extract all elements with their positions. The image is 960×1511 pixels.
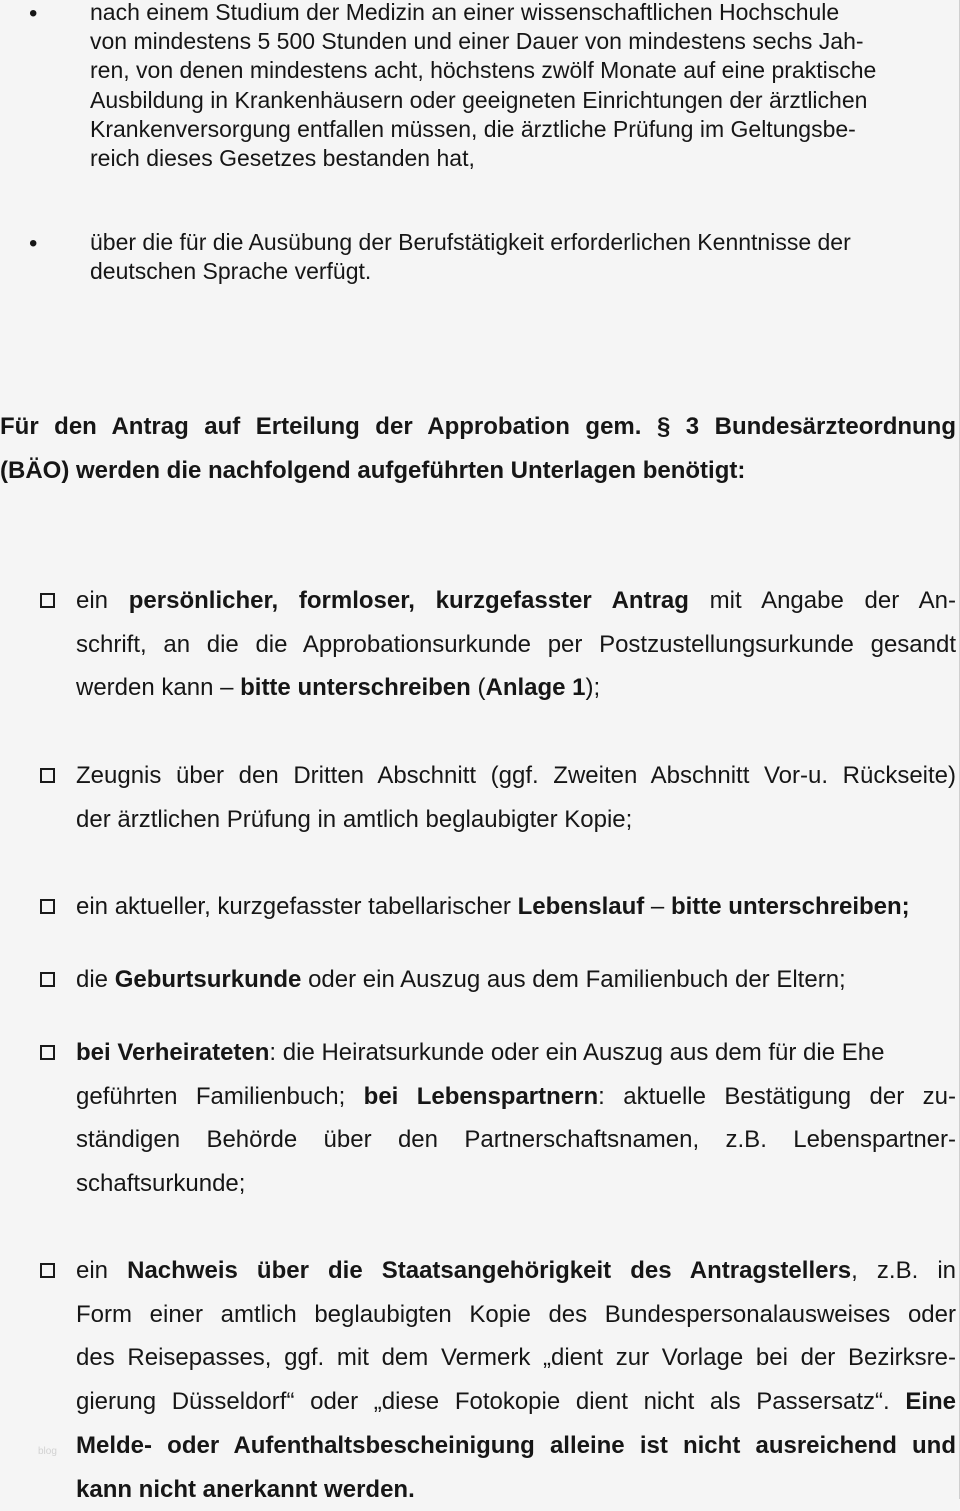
text-segment: die [76,966,115,993]
text-line [76,1118,956,1162]
text-segment: ein [76,1257,128,1284]
text-line: reich dieses Gesetzes bestanden hat, [90,145,475,172]
checklist-text [76,1031,956,1206]
text-segment: : die Heiratsurkunde oder ein Auszug aus dem für die Ehe [269,1039,885,1066]
text-line: ren, von denen mindestens acht, höchstens zwölf Monate auf eine praktische [90,57,877,84]
watermark-text: blog [38,1446,57,1457]
text-segment: – [644,893,671,920]
bold-text: Eine [905,1388,956,1416]
text-line: nach einem Studium der Medizin an einer wissenschaftlichen Hochschule [90,0,840,25]
text-line: Ausbildung in Krankenhäusern oder geeigneten Einrichtungen der ärztlichen [90,86,868,113]
bold-text: bitte unterschreiben [240,674,471,702]
text-segment: ein aktueller, kurzgefasster tabellarischer [76,893,518,920]
checklist-text [76,754,956,841]
checkbox-icon [40,899,55,914]
text-line [76,1468,956,1511]
text-line [76,1380,956,1424]
text-segment: geführten Familienbuch; [76,1082,364,1110]
bold-text: kann nicht anerkannt werden. [76,1475,415,1503]
text-line [76,754,956,798]
text-segment: , z.B. in [851,1257,956,1284]
text-segment: mit Angabe der An- [688,587,956,614]
text-segment: gierung Düsseldorf“ oder „diese Fotokopie dient nicht als Passersatz“. [76,1388,906,1416]
text-line [76,623,956,667]
text-segment: des Reisepasses, ggf. mit dem Vermerk „dient zur Vorlage bei der Bezirksre- [76,1344,956,1372]
text-line [76,1424,956,1468]
bullet-text [90,228,956,286]
heading-line: (BÄO) werden die nachfolgend aufgeführten Unterlagen benötigt: [0,456,746,484]
section-heading [0,405,956,492]
text-line [76,579,956,623]
checklist-text [76,1249,956,1511]
text-line [76,885,956,929]
bullet-text [90,0,956,173]
text-segment: Form einer amtlich beglaubigten Kopie des Bundespersonalausweises oder [76,1300,956,1328]
text-line [76,1249,956,1293]
text-segment: ständigen Behörde über den Partnerschaftsnamen, z.B. Lebenspartner- [76,1126,956,1154]
bold-text: Nachweis über die Staatsangehörigkeit des Antragstellers [127,1257,852,1284]
checkbox-icon [40,972,55,987]
heading-line: Für den Antrag auf Erteilung der Approbation gem. § 3 Bundesärzteordnung [0,413,956,440]
bold-text: Lebenslauf [517,893,645,920]
checkbox-icon [40,593,55,608]
text-line: über die für die Ausübung der Berufstätigkeit erforderlichen Kenntnisse der [90,229,851,255]
text-segment: schaftsurkunde; [76,1170,246,1198]
text-line: deutschen Sprache verfügt. [90,258,372,285]
text-segment: ( [470,674,486,702]
bold-text: Anlage 1 [485,674,586,702]
text-line [76,1336,956,1380]
checklist-text [76,579,956,710]
text-segment: werden kann – [76,674,241,702]
checkbox-icon [40,768,55,783]
bold-text: bei Verheirateten [76,1039,270,1066]
text-segment: ein [76,587,129,614]
text-segment: ); [585,674,601,702]
bullet-dot-icon: • [29,0,38,27]
bullet-dot-icon: • [29,230,38,257]
checklist-text [76,885,956,929]
text-segment: Zeugnis über den Dritten Abschnitt (ggf. Zweiten Abschnitt Vor-u. Rückseite) [76,762,956,789]
text-line [76,958,956,1002]
text-segment: der ärztlichen Prüfung in amtlich beglaubigter Kopie; [76,805,633,833]
bold-text: bitte unterschreiben; [670,893,910,920]
checklist-text [76,958,956,1002]
text-line: Krankenversorgung entfallen müssen, die ärztliche Prüfung im Geltungsbe- [90,115,856,142]
bold-text: Geburtsurkunde [114,966,302,993]
text-line [76,1075,956,1119]
bold-text: persönlicher, formloser, kurzgefasster Antrag [128,587,689,614]
checkbox-icon [40,1045,55,1060]
text-line [76,1293,956,1337]
text-line [76,1162,956,1206]
text-segment: : aktuelle Bestätigung der zu- [598,1082,957,1110]
text-segment: schrift, an die die Approbationsurkunde per Postzustellungsurkunde gesandt [76,630,956,658]
bold-text: bei Lebenspartnern [363,1082,599,1110]
checkbox-icon [40,1263,55,1278]
text-line [76,666,956,710]
text-line [76,1031,956,1075]
text-segment: oder ein Auszug aus dem Familienbuch der Eltern; [301,966,846,993]
text-line [76,798,956,842]
bold-text: Melde- oder Aufenthaltsbescheinigung alleine ist nicht ausreichend und [76,1431,956,1459]
text-line: von mindestens 5 500 Stunden und einer Dauer von mindestens sechs Jah- [90,28,864,55]
